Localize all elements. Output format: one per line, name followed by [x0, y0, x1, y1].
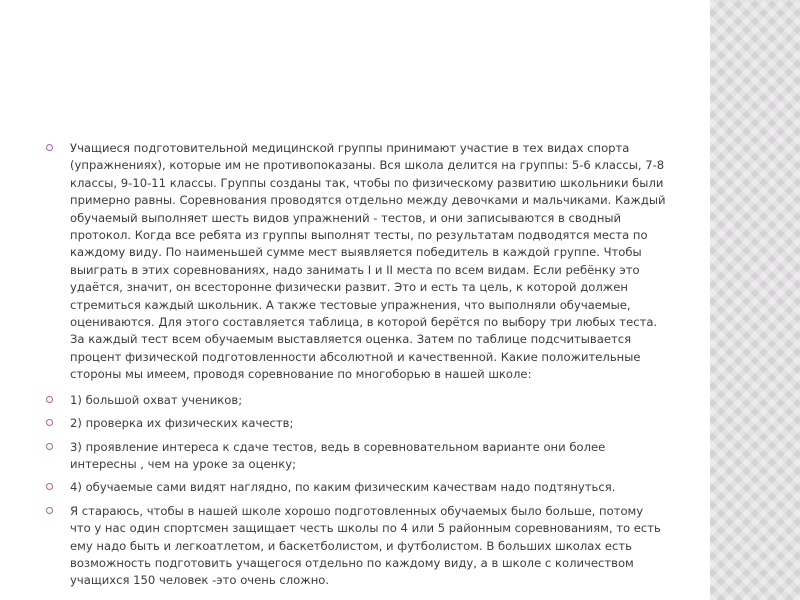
bullet-item [46, 415, 666, 432]
bullet-item [46, 479, 666, 496]
bullet-item [46, 392, 666, 409]
bullet-circle-icon [46, 396, 53, 403]
bullet-item [46, 503, 666, 590]
bullet-circle-icon [46, 483, 53, 490]
bullet-list [46, 140, 666, 596]
bullet-text: 1) большой охват учеников; [70, 392, 243, 407]
decorative-side-panel [710, 0, 800, 600]
bullet-item [46, 439, 666, 474]
bullet-text: 3) проявление интереса к сдаче тестов, ведь в соревновательном варианте они более интересны , чем на уроке за оценку; [70, 439, 606, 471]
bullet-circle-icon [46, 507, 53, 514]
bullet-item [46, 140, 666, 384]
bullet-circle-icon [46, 419, 53, 426]
bullet-text: Учащиеся подготовительной медицинской группы принимают участие в тех видах спорта (упражнениях), которые им не противопоказаны. Вся школа делится на группы: 5-6 классы, 7-8 классы, 9-10-11 классы. Группы созданы так, чтобы по физическому развитию школьники были примерно равны. Соревнования проводятся отдельно между девочками и мальчиками. Каждый обучаемый выполняет шесть видов упражнений - тестов, и они записываются в сводный протокол. Когда все ребята из группы выполнят тесты, по результатам подводятся места по каждому виду. По наименьшей сумме мест выявляется победитель в каждой группе. Чтобы выиграть в этих соревнованиях, надо занимать I и II места по всем видам. Если ребёнку это удаётся, значит, он всесторонне физически развит. Это и есть та цель, к которой должен стремиться каждый школьник. А также тестовые упражнения, что выполняли обучаемые, оцениваются. Для этого составляется таблица, в которой берётся по выбору три любых теста. За каждый тест всем обучаемым выставляется оценка. Затем по таблице подсчитывается процент физической подготовленности абсолютной и качественной. Какие положительные стороны мы имеем, проводя соревнование по многоборью в нашей школе: [70, 141, 666, 382]
bullet-circle-icon [46, 144, 53, 151]
bullet-text: Я стараюсь, чтобы в нашей школе хорошо подготовленных обучаемых было больше, потому что у нас один спортсмен защищает честь школы по 4 или 5 районным соревнованиям, то есть ему надо быть и легкоатлетом, и баскетболистом, и футболистом. В больших школах есть возможность подготовить учащегося отдельно по каждому виду, а в школе с количеством учащихся 150 человек -это очень сложно. [70, 503, 661, 588]
bullet-circle-icon [46, 443, 53, 450]
bullet-text: 2) проверка их физических качеств; [70, 416, 294, 431]
bullet-text: 4) обучаемые сами видят наглядно, по каким физическим качествам надо подтянуться. [70, 480, 616, 495]
